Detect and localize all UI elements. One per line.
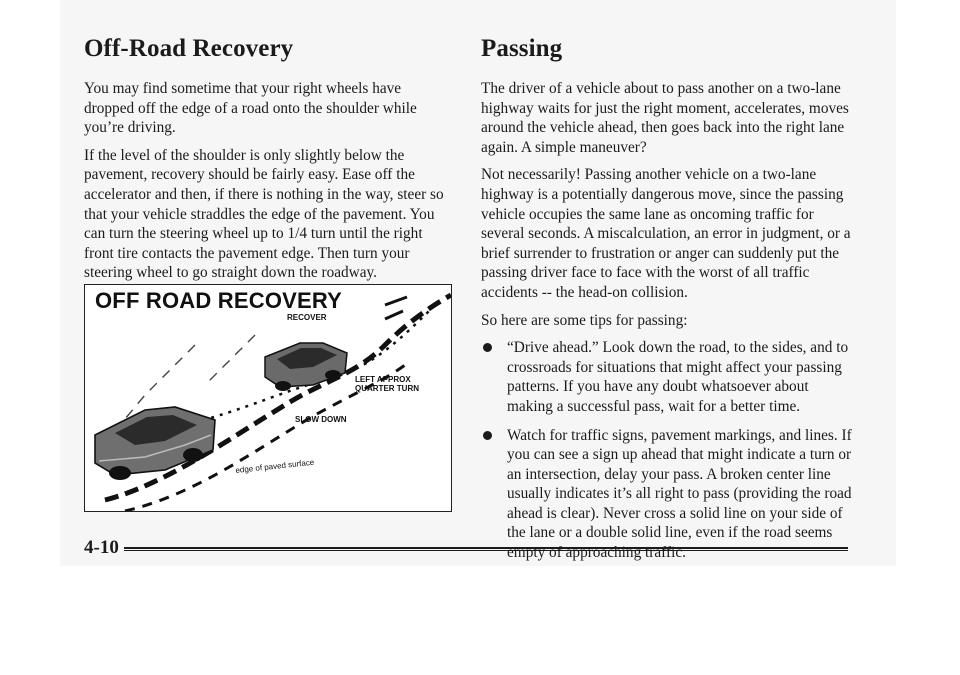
label-left-approx: LEFT APPROX xyxy=(355,375,411,384)
figure-title: OFF ROAD RECOVERY xyxy=(95,288,343,313)
off-road-paragraph-2: If the level of the shoulder is only slightly below the pavement, recovery should be fairly easy. Ease off the accelerator and then, if there is nothing in the way, steer so that your vehicle straddles the edge of the pavement. You can turn the steering wheel up to 1/4 turn until the right front tire contacts the pavement edge. Then turn your steering wheel to go straight down the roadway. xyxy=(84,146,444,282)
road-diagram xyxy=(85,285,451,511)
label-recover: RECOVER xyxy=(287,313,327,322)
passing-paragraph-1: The driver of a vehicle about to pass another on a two-lane highway waits for just the right moment, accelerates, moves around the vehicle ahead, then goes back into the right lane again. A simple maneuver? xyxy=(481,80,849,156)
road-center-line xyxy=(205,335,255,385)
bullet-icon xyxy=(483,343,492,352)
page-number: 4-10 xyxy=(84,537,119,558)
list-item xyxy=(481,338,853,416)
label-slow-down: SLOW DOWN xyxy=(295,415,347,424)
passing-heading: Passing xyxy=(481,35,563,62)
passing-paragraph-3: So here are some tips for passing: xyxy=(481,311,688,329)
label-quarter-turn: QUARTER TURN xyxy=(355,384,419,393)
car-recovering-icon xyxy=(265,343,347,391)
bullet-icon xyxy=(483,431,492,440)
passing-tip-1: “Drive ahead.” Look down the road, to the sides, and to crossroads for situations that might affect your passing patterns. If you have any doubt whatsoever about making a successful pass, wait for a better time. xyxy=(507,339,849,415)
footer-rule xyxy=(124,547,848,551)
page-footer xyxy=(84,536,848,560)
passing-tips-list xyxy=(481,338,853,563)
passing-section xyxy=(481,36,853,572)
passing-paragraph-2: Not necessarily! Passing another vehicle on a two-lane highway is a potentially dangerous move, since the passing vehicle occupies the same lane as oncoming traffic for several seconds. A miscalculation, an error in judgment, or a brief surrender to frustration or anger can suddenly put the passing driver face to face with the worst of all traffic accidents -- the head-on collision. xyxy=(481,166,851,301)
shoulder-marks xyxy=(385,297,407,319)
off-road-paragraph-1: You may find sometime that your right wheels have dropped off the edge of a road onto the shoulder while you’re driving. xyxy=(84,80,417,137)
label-edge-of-paved-surface: edge of paved surface xyxy=(235,457,315,475)
car-front-icon xyxy=(95,407,215,480)
passing-tip-2: Watch for traffic signs, pavement markings, and lines. If you can see a sign up ahead that might indicate a turn or an intersection, delay your pass. A broken center line usually indicates it’s all right to pass (providing the road ahead is clear). Never cross a solid line on your side of the lane or a double solid line, even if the road seems empty of approaching traffic. xyxy=(507,426,852,562)
off-road-recovery-heading: Off-Road Recovery xyxy=(84,35,294,62)
off-road-recovery-section xyxy=(84,36,452,291)
off-road-recovery-illustration xyxy=(84,284,452,512)
